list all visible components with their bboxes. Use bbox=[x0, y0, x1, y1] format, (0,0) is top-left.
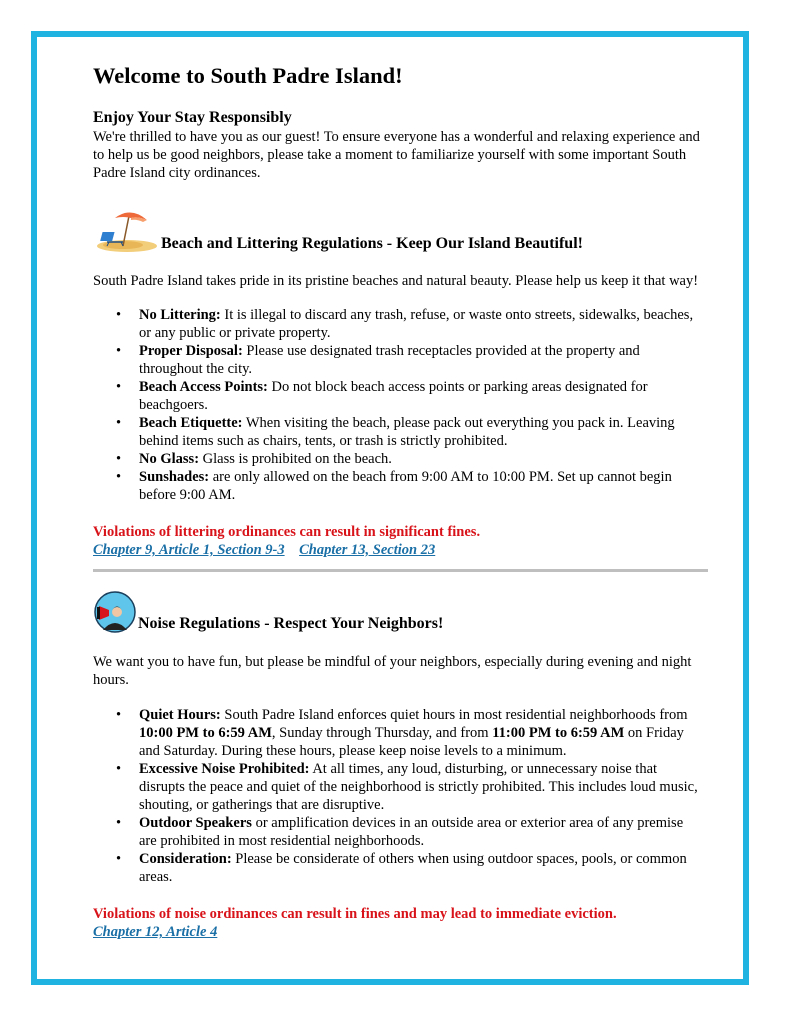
list-item: • Quiet Hours: South Padre Island enforces quiet hours in most residential neighborhoods from 10:00 PM to 6:59 AM, Sunday through Thursday, and from 11:00 PM to 6:59 AM on Friday and Saturday. During these hours, please keep noise levels to a minimum. bbox=[139, 706, 703, 760]
beach-chair-umbrella-icon bbox=[93, 208, 159, 254]
noise-section-header bbox=[93, 590, 703, 634]
noise-ordinance-links bbox=[93, 923, 703, 941]
beach-intro: South Padre Island takes pride in its pristine beaches and natural beauty. Please help us keep it that way! bbox=[93, 273, 699, 289]
ordinance-link-chapter-9[interactable]: Chapter 9, Article 1, Section 9-3 bbox=[93, 542, 285, 558]
list-item: • Outdoor Speakers or amplification devices in an outside area or exterior area of any premise are prohibited in most residential neighborhoods. bbox=[139, 814, 703, 850]
intro-text: We're thrilled to have you as our guest! To ensure everyone has a wonderful and relaxing experience and to help us be good neighbors, please take a moment to familiarize yourself with some important South Padre Island city ordinances. bbox=[93, 129, 700, 181]
beach-section-heading: Beach and Littering Regulations - Keep Our Island Beautiful! bbox=[161, 235, 583, 252]
noise-intro: We want you to have fun, but please be mindful of your neighbors, especially during evening and night hours. bbox=[93, 654, 692, 688]
document-body bbox=[93, 62, 703, 941]
list-item: • Beach Etiquette: When visiting the beach, please pack out everything you pack in. Leaving behind items such as chairs, tents, or trash is strictly prohibited. bbox=[139, 414, 703, 450]
ordinance-link-chapter-12[interactable]: Chapter 12, Article 4 bbox=[93, 924, 218, 940]
list-item: • No Glass: Glass is prohibited on the beach. bbox=[139, 450, 703, 468]
list-item: • No Littering: It is illegal to discard any trash, refuse, or waste onto streets, sidewalks, beaches, or any public or private property. bbox=[139, 306, 703, 342]
list-item: • Consideration: Please be considerate of others when using outdoor spaces, pools, or common areas. bbox=[139, 850, 703, 886]
noise-section-heading: Noise Regulations - Respect Your Neighbors! bbox=[138, 615, 444, 632]
list-item: • Proper Disposal: Please use designated trash receptacles provided at the property and throughout the city. bbox=[139, 342, 703, 378]
megaphone-person-icon bbox=[93, 590, 137, 634]
page-title: Welcome to South Padre Island! bbox=[93, 63, 403, 88]
intro-heading: Enjoy Your Stay Responsibly bbox=[93, 109, 292, 126]
list-item: • Sunshades: are only allowed on the beach from 9:00 AM to 10:00 PM. Set up cannot begin before 9:00 AM. bbox=[139, 468, 703, 504]
section-divider bbox=[93, 569, 708, 572]
noise-rules-list bbox=[93, 706, 703, 886]
beach-section-header bbox=[93, 208, 703, 254]
ordinance-link-chapter-13[interactable]: Chapter 13, Section 23 bbox=[299, 542, 436, 558]
noise-warning: Violations of noise ordinances can result in fines and may lead to immediate eviction. bbox=[93, 906, 617, 922]
list-item: • Beach Access Points: Do not block beach access points or parking areas designated for beachgoers. bbox=[139, 378, 703, 414]
littering-warning: Violations of littering ordinances can result in significant fines. bbox=[93, 524, 481, 540]
beach-rules-list bbox=[93, 306, 703, 504]
list-item: • Excessive Noise Prohibited: At all times, any loud, disturbing, or unnecessary noise that disrupts the peace and quiet of the neighborhood is strictly prohibited. This includes loud music, shouting, or gatherings that are disruptive. bbox=[139, 760, 703, 814]
beach-ordinance-links bbox=[93, 541, 703, 559]
